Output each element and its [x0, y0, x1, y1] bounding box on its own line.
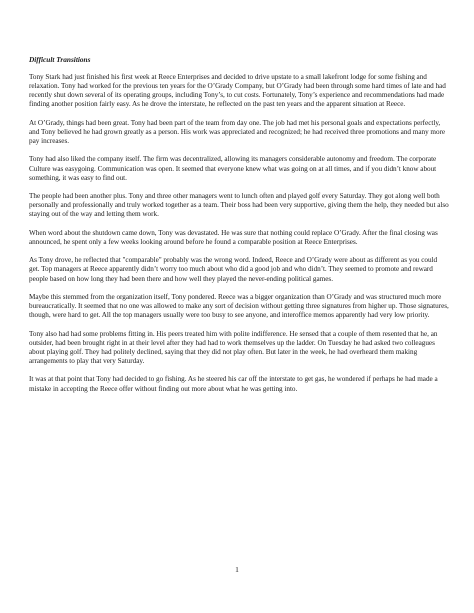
paragraph-4: The people had been another plus. Tony and three other managers went to lunch often and played golf every Saturday. They got along well both personally and professionally and truly worked together as a team. Their boss had been very supportive, giving them the help, they needed but also staying out of the way and letting them work. [29, 192, 449, 219]
paragraph-9: It was at that point that Tony had decided to go fishing. As he steered his car off the interstate to get gas, he wondered if perhaps he had made a mistake in accepting the Reece offer without finding out more about what he was getting into. [29, 375, 438, 393]
paragraph-7: Maybe this stemmed from the organization itself, Tony pondered. Reece was a bigger organization than O’Grady and was structured much more bureaucratically. It seemed that no one was allowed to make any sort of decision without getting three signatures from higher up. Those signatures, though, were hard to get. All the top managers usually were too busy to see anyone, and interoffice memos apparently had very low priority. [29, 292, 449, 320]
paragraph-2: At O’Grady, things had been great. Tony had been part of the team from day one. The job had met his personal goals and expectations perfectly, and Tony believed he had grown greatly as a person. His work was appreciated and recognized; he had received three promotions and many more pay increases. [29, 118, 446, 146]
paragraph-8: Tony also had had some problems fitting in. His peers treated him with polite indifference. He sensed that a couple of them resented that he, an outsider, had been brought right in at their level after they had had to work themselves up the ladder. On Tuesday he had asked two colleagues about playing golf. They had politely declined, saying that they did not play often. But later in the week, he had overheard them making arrangements to play that very Saturday. [29, 329, 438, 366]
page-number: 1 [235, 565, 239, 574]
document-title: Difficult Transitions [29, 55, 91, 64]
paragraph-6: As Tony drove, he reflected that "comparable" probably was the wrong word. Indeed, Reece and O’Grady were about as different as you could get. Top managers at Reece apparently didn’t worry too much about who did a good job and who didn’t. They seemed to promote and reward people based on how long they had been there and how well they played the never-ending political games. [29, 256, 438, 283]
paragraph-5: When word about the shutdown came down, Tony was devastated. He was sure that nothing could replace O’Grady. After the final closing was announced, he spent only a few weeks looking around before he found a comparable position at Reece Enterprises. [29, 228, 438, 246]
document-body [29, 55, 449, 403]
paragraph-1: Tony Stark had just finished his first week at Reece Enterprises and decided to drive upstate to a small lakefront lodge for some fishing and relaxation. Tony had worked for the previous ten years for the O’Grady Company, but O’Grady had been through some hard times of late and had recently shut down several of its operating groups, including Tony’s, to cut costs. Fortunately, Tony’s experience and recommendations had made finding another position fairly easy. As he drove the interstate, he reflected on the past ten years and the apparent situation at Reece. [29, 73, 446, 109]
paragraph-3: Tony had also liked the company itself. The firm was decentralized, allowing its managers considerable autonomy and freedom. The corporate Culture was easygoing. Communication was open. It seemed that everyone knew what was going on at all times, and if you didn’t know about something, it was easy to find out. [29, 155, 437, 182]
